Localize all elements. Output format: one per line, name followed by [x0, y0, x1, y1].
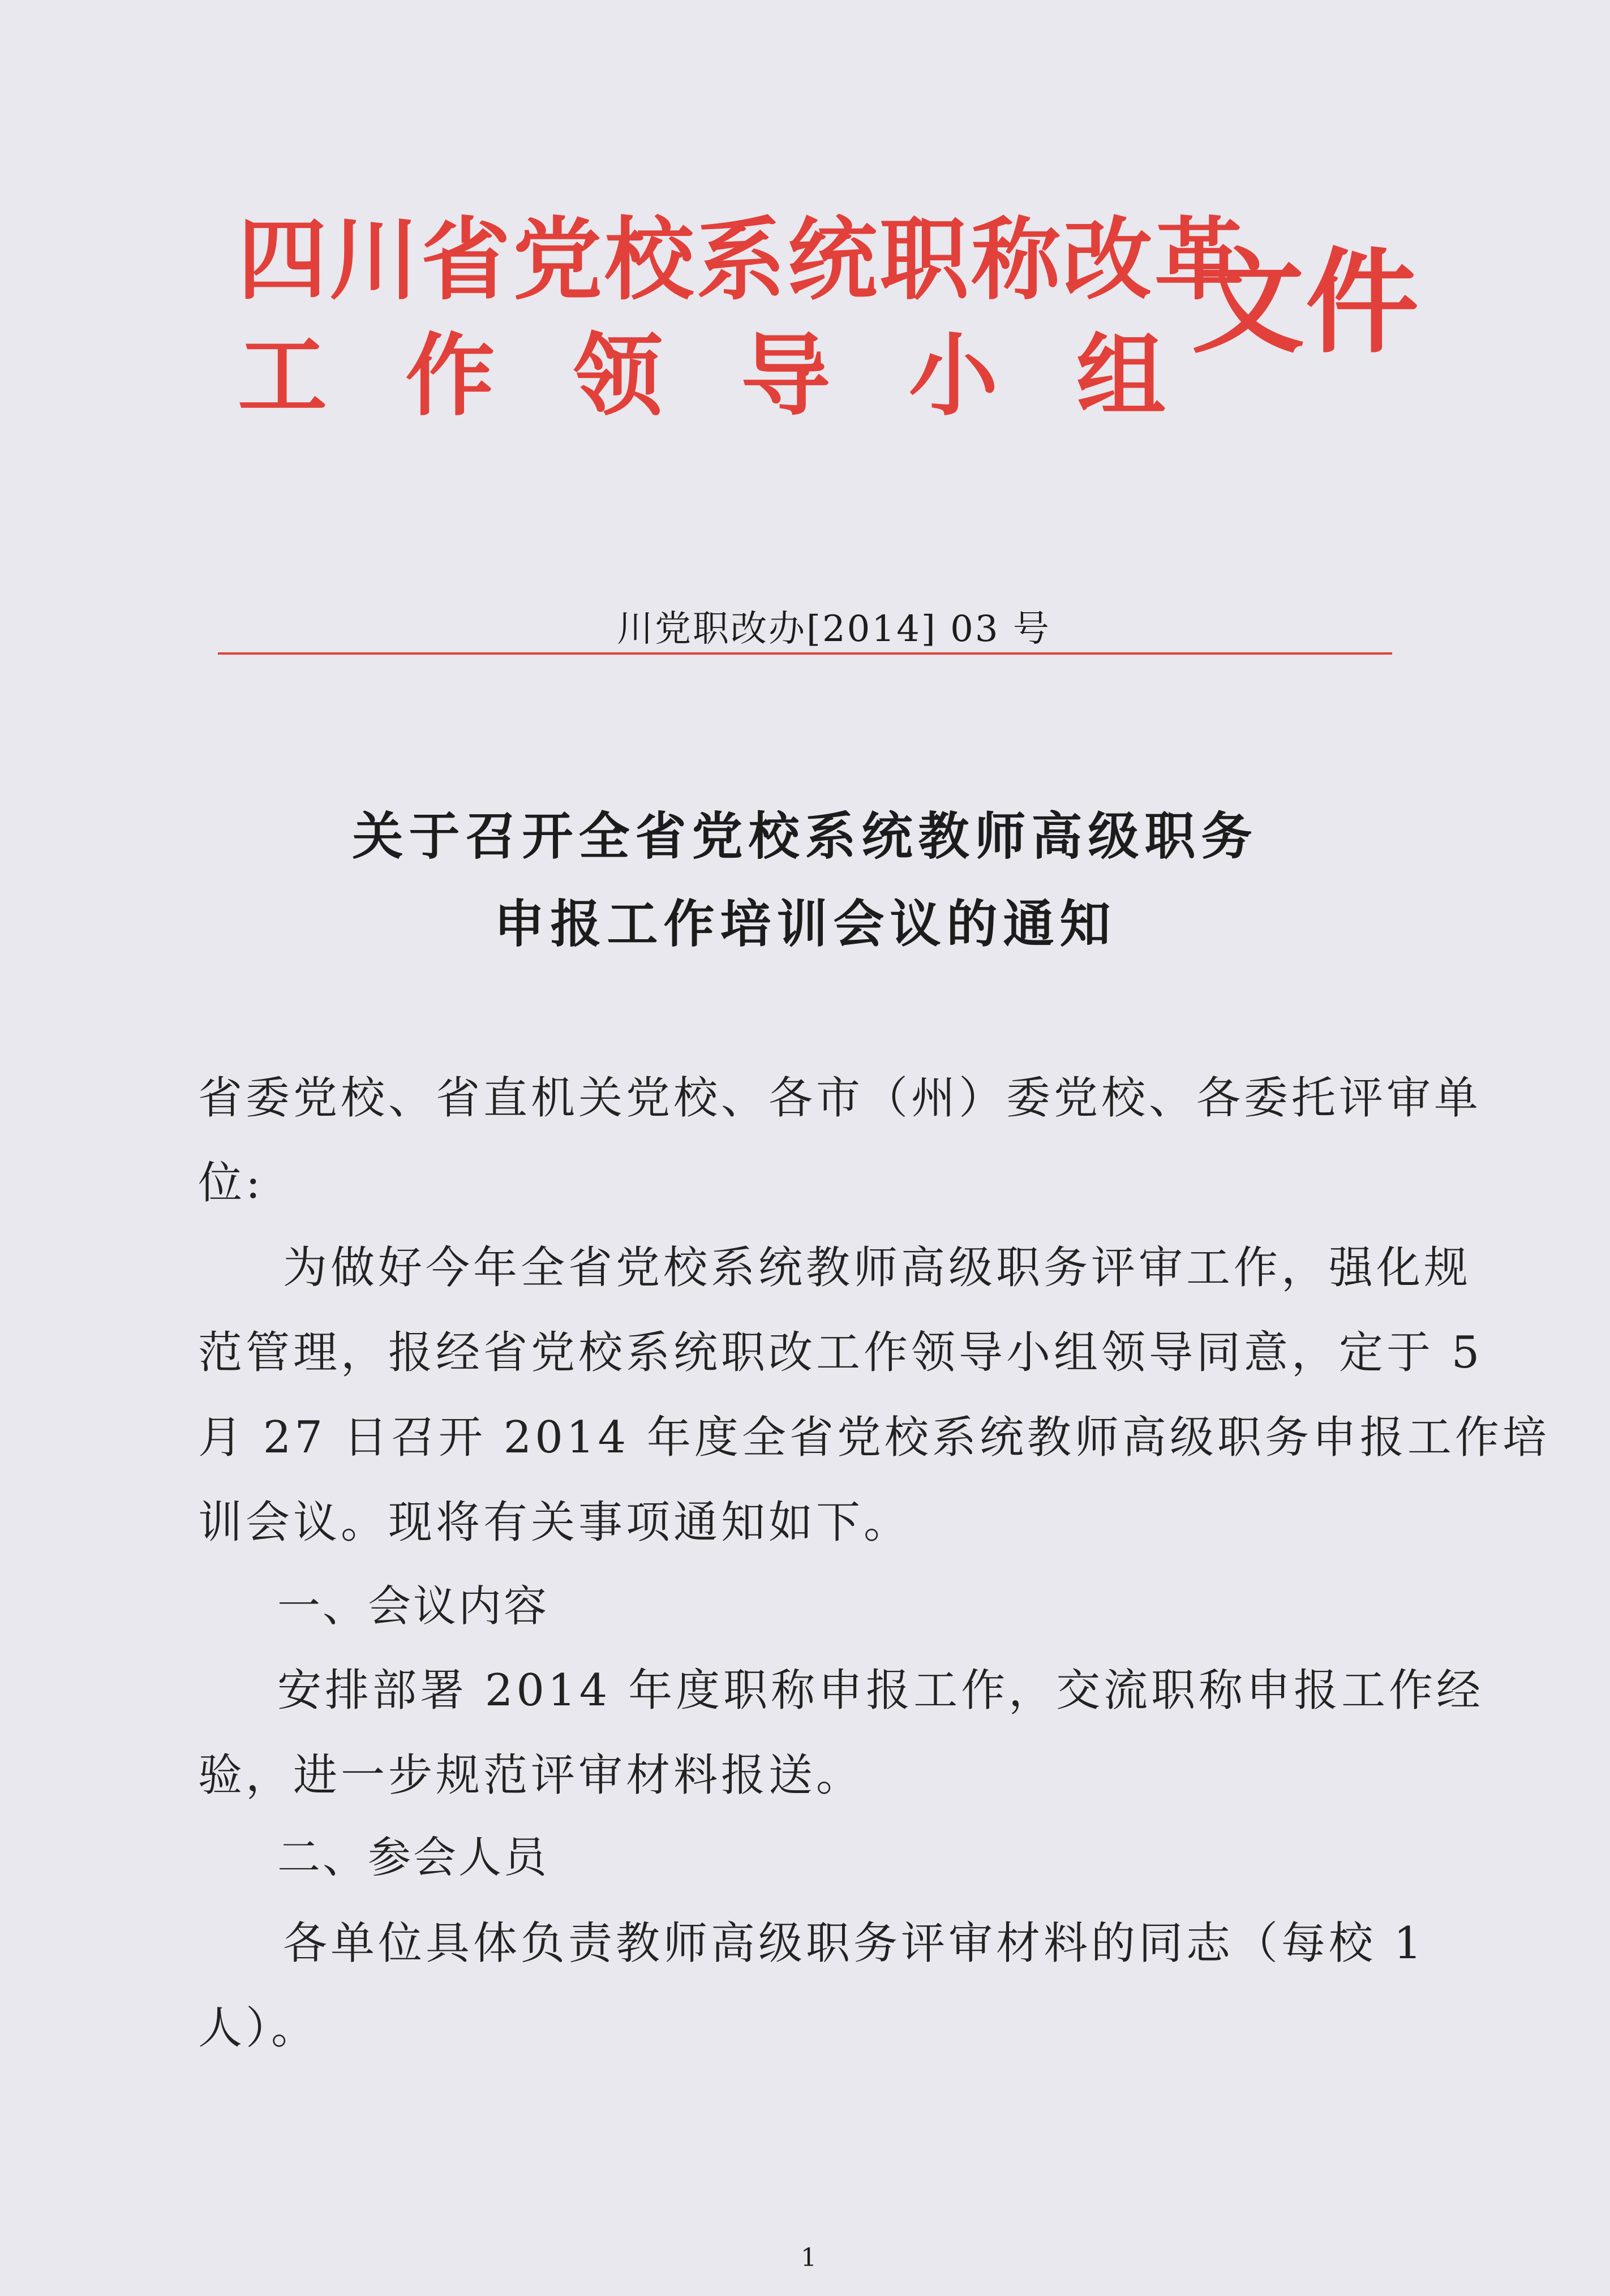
red-divider-line — [218, 652, 1392, 655]
section-1-heading: 一、会议内容 — [277, 1581, 549, 1631]
recipients-line-1: 省委党校、省直机关党校、各市（州）委党校、各委托评审单 — [198, 1073, 1482, 1124]
org-line-2-char: 小 — [908, 324, 998, 428]
recipients-line-2: 位: — [198, 1158, 264, 1209]
issuing-org-line-2 — [238, 325, 1166, 427]
paragraph-1-line-3: 月 27 日召开 2014 年度全省党校系统教师高级职务申报工作培 — [198, 1412, 1550, 1463]
section-2-line-2: 人）。 — [198, 2003, 319, 2054]
org-line-2-char: 领 — [573, 324, 663, 428]
section-2-line-1: 各单位具体负责教师高级职务评审材料的同志（每校 1 — [283, 1918, 1426, 1969]
org-line-2-char: 导 — [741, 324, 831, 428]
paragraph-1-line-2: 范管理，报经省党校系统职改工作领导小组领导同意，定于 5 — [198, 1327, 1483, 1378]
section-1-line-2: 验，进一步规范评审材料报送。 — [198, 1750, 864, 1801]
notice-title-line-2: 申报工作培训会议的通知 — [493, 894, 1117, 954]
page-number: 1 — [801, 2243, 817, 2272]
org-line-2-char: 作 — [405, 324, 495, 428]
paragraph-1-line-4: 训会议。现将有关事项通知如下。 — [198, 1497, 912, 1548]
section-2-heading: 二、参会人员 — [277, 1832, 549, 1882]
org-line-2-char: 工 — [238, 324, 327, 428]
document-number: 川党职改办[2014] 03 号 — [617, 608, 1051, 650]
section-1-line-1: 安排部署 2014 年度职称申报工作，交流职称申报工作经 — [277, 1665, 1484, 1716]
notice-title-line-1: 关于召开全省党校系统教师高级职务 — [352, 806, 1258, 866]
paragraph-1-line-1: 为做好今年全省党校系统教师高级职务评审工作，强化规 — [283, 1242, 1472, 1293]
org-line-2-char: 组 — [1076, 324, 1166, 428]
document-type-label: 文件 — [1191, 236, 1420, 369]
issuing-org-line-1: 四川省党校系统职称改革 — [238, 208, 1246, 312]
